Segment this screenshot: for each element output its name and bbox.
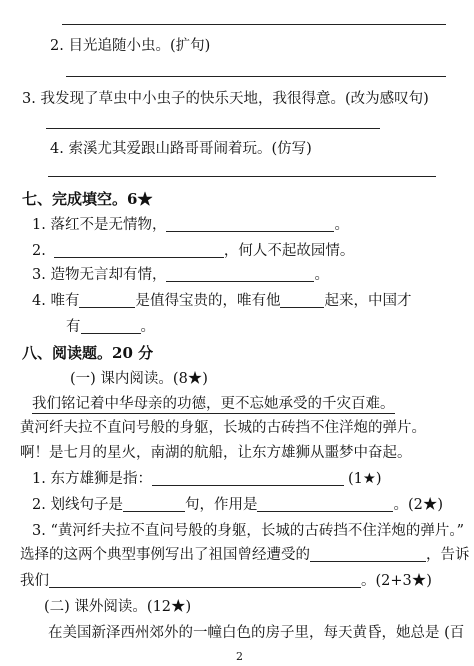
reading-question-3-tell: ，告诉 [426,547,470,563]
fill-blank[interactable] [123,497,185,512]
fill-question-3-end: 。 [314,267,329,283]
fill-question-4-line2-end: 。 [140,319,155,335]
answer-line[interactable] [62,24,446,25]
fill-question-2-text: 2. [32,243,46,259]
section-8-title: 八、阅读题。20 分 [22,344,154,362]
fill-question-4-line2: 有 [66,319,81,335]
passage-paragraph-2: 黄河纤夫拉不直问号般的身躯，长城的古砖挡不住洋炮的弹片。 [20,420,426,436]
fill-blank[interactable] [81,319,141,334]
part-2-title: (二) 课外阅读。(12★) [44,599,192,615]
question-4-imitate: 4. 索溪尤其爱跟山路哥哥闹着玩。(仿写) [50,141,312,157]
reading-question-2-score: 。(2★) [393,497,443,513]
page-number: 2 [236,650,243,663]
fill-question-4-continued [66,318,155,336]
question-2-extend: 2. 目光追随小虫。(扩句) [50,38,211,54]
fill-question-1 [32,216,349,234]
fill-blank[interactable] [166,267,314,282]
reading-question-2-text: 2. 划线句子是 [32,497,123,513]
fill-blank[interactable] [49,573,361,588]
fill-blank[interactable] [257,497,393,512]
fill-blank[interactable] [310,547,426,562]
passage-paragraph-3: 啊！是七月的星火，南湖的航船，让东方雄狮从噩梦中奋起。 [20,445,412,461]
reading-question-3-score: 。(2+3★) [361,573,432,589]
part-1-title: (一) 课内阅读。(8★) [70,371,208,387]
fill-question-3 [32,266,329,284]
reading-question-3-line3 [20,572,432,590]
fill-blank[interactable] [54,243,224,258]
fill-question-1-end: 。 [334,217,349,233]
reading-question-1-score: (1★) [347,471,382,487]
answer-line[interactable] [46,128,380,129]
fill-question-2 [32,242,354,260]
answer-line[interactable] [48,176,436,177]
answer-line[interactable] [66,76,446,77]
reading-question-1-text: 1. 东方雄狮是指： [32,471,152,487]
reading-question-2 [32,496,443,514]
fill-blank[interactable] [79,293,135,308]
reading-question-1 [32,470,382,488]
reading-question-3-line2 [20,546,470,564]
fill-blank[interactable] [166,217,334,232]
reading-question-3-text-2: 我们 [20,573,49,589]
fill-question-1-text: 1. 落红不是无情物， [32,217,167,233]
reading-question-3: 3. “黄河纤夫拉不直问号般的身躯，长城的古砖挡不住洋炮的弹片。” [32,523,465,539]
passage-line-underlined: 我们铭记着中华母亲的功德，更不忘她承受的千灾百难。 [32,396,395,412]
reading-question-2-mid: 句，作用是 [184,497,258,513]
fill-blank[interactable] [152,471,344,486]
fill-question-4-mid1: 是值得宝贵的，唯有他 [135,293,281,309]
fill-question-4 [32,292,411,310]
fill-question-4-text: 4. 唯有 [32,293,80,309]
reading-question-3-text: 选择的这两个典型事例写出了祖国曾经遭受的 [20,547,310,563]
passage-2-paragraph-1: 在美国新泽西州郊外的一幢白色的房子里，每天黄昏，她总是 (百 [48,625,465,641]
fill-question-3-text: 3. 造物无言却有情， [32,267,167,283]
fill-question-2-end: ，何人不起故园情。 [223,243,355,259]
fill-blank[interactable] [280,293,324,308]
fill-question-4-mid2: 起来，中国才 [324,293,412,309]
passage-paragraph-1 [32,395,395,413]
section-7-title: 七、完成填空。6★ [22,190,153,208]
question-3-exclamation: 3. 我发现了草虫中小虫子的快乐天地，我很得意。(改为感叹句) [22,91,429,107]
